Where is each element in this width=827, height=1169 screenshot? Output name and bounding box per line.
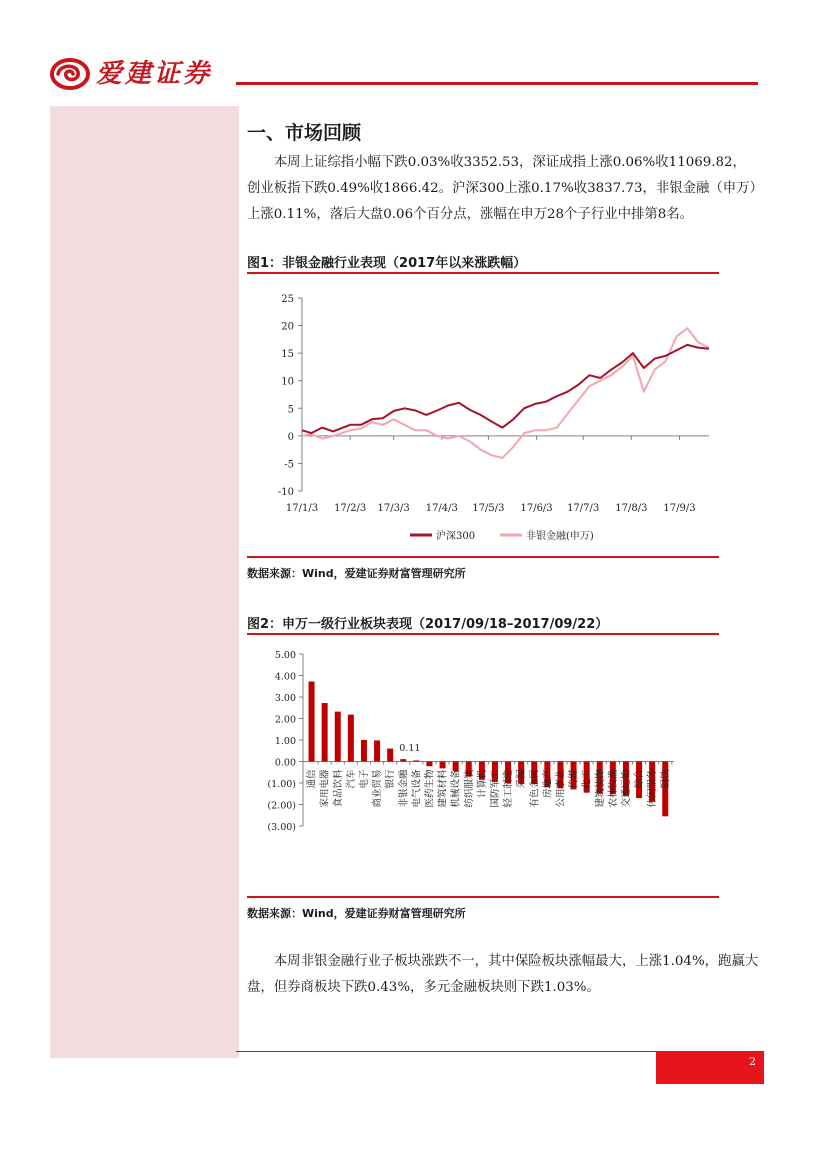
category-label: 通信 — [306, 769, 318, 789]
y-tick-label: 2.00 — [274, 714, 296, 726]
category-label: 农林牧渔 — [607, 769, 619, 808]
category-label: 汽车 — [345, 769, 357, 789]
y-tick-label: 20 — [281, 321, 294, 333]
y-tick-label: 1.00 — [274, 736, 296, 747]
data-label: 0.11 — [399, 743, 421, 755]
figure1-bottom-rule — [247, 556, 719, 558]
y-tick-label: -5 — [284, 459, 294, 471]
bar — [348, 715, 354, 762]
swirl-logo-icon — [50, 56, 90, 92]
bar — [413, 760, 419, 761]
category-label: 房地产 — [542, 769, 554, 799]
category-label: 轻工制造 — [503, 769, 515, 808]
y-tick-label: 25 — [281, 294, 294, 305]
category-label: 家用电器 — [319, 769, 331, 808]
x-tick-label: 17/4/3 — [425, 503, 458, 514]
page-number: 2 — [749, 1055, 756, 1068]
figure2-title: 图2：申万一级行业板块表现（2017/09/18–2017/09/22） — [247, 617, 609, 632]
x-tick-label: 17/2/3 — [334, 503, 367, 514]
bar — [361, 740, 367, 762]
category-label: 食品饮料 — [332, 769, 344, 808]
category-label: 传媒 — [568, 769, 580, 789]
x-tick-label: 17/1/3 — [285, 503, 319, 514]
figure2-bottom-rule — [247, 896, 719, 898]
x-tick-label: 17/5/3 — [472, 503, 505, 514]
category-label: 综合 — [634, 769, 646, 789]
figure2-source: 数据来源：Wind，爱建证券财富管理研究所 — [247, 907, 466, 920]
category-label: 非银金融 — [398, 769, 410, 808]
x-tick-label: 17/6/3 — [520, 503, 553, 514]
market-review-paragraph: 本周上证综指小幅下跌0.03%收3352.53，深证成指上涨0.06%收11069.82，创业板指下跌0.49%收1866.42。沪深300上涨0.17%收3837.73，非银金融（申万）上涨0.11%，落后大盘0.06个百分点，涨幅在申万28个子行业中排第8名。 — [247, 155, 757, 222]
category-label: 建筑装饰 — [594, 769, 606, 808]
figure1-title: 图1：非银金融行业表现（2017年以来涨跌幅） — [247, 256, 527, 271]
x-tick-label: 17/8/3 — [615, 503, 648, 514]
category-label: 机械设备 — [450, 769, 462, 808]
bar — [426, 762, 432, 767]
y-tick-label: 3.00 — [274, 693, 296, 704]
y-tick-label: 15 — [281, 349, 294, 361]
sidebar-panel — [50, 106, 239, 1058]
bar — [335, 712, 341, 762]
bar — [440, 762, 446, 769]
bar-chart — [247, 640, 727, 890]
legend-label: 沪深300 — [436, 531, 476, 542]
bar — [400, 759, 406, 761]
series-line — [302, 345, 709, 433]
brand-name: 爱建证券 — [96, 59, 213, 89]
category-label: 纺织服装 — [463, 769, 475, 808]
bar — [374, 740, 380, 761]
brand-logo — [50, 56, 212, 92]
category-label: 钢铁 — [660, 769, 672, 789]
y-tick-label: 5 — [287, 404, 294, 416]
x-tick-label: 17/9/3 — [663, 503, 696, 514]
y-tick-label: 5.00 — [274, 650, 296, 661]
figure1-source: 数据来源：Wind，爱建证券财富管理研究所 — [247, 567, 466, 580]
y-tick-label: (2.00) — [267, 800, 296, 812]
header-rule — [236, 82, 758, 85]
y-tick-label: (3.00) — [267, 822, 296, 833]
category-label: 电子 — [358, 769, 370, 789]
bar — [322, 703, 328, 761]
figure1-top-rule — [247, 272, 719, 274]
category-label: 商业贸易 — [372, 769, 384, 808]
y-tick-label: (1.00) — [267, 779, 296, 790]
category-label: 采掘 — [516, 769, 528, 789]
section-title: 一、市场回顾 — [247, 122, 362, 144]
category-label: 电气设备 — [411, 769, 423, 808]
line-chart — [247, 278, 727, 550]
category-label: 国防军工 — [489, 769, 501, 808]
category-label: 医药生物 — [424, 769, 436, 808]
bar — [309, 682, 315, 762]
y-tick-label: 0.00 — [274, 757, 296, 769]
category-label: 有色金属 — [529, 769, 541, 808]
sub-sector-paragraph: 本周非银金融行业子板块涨跌不一，其中保险板块涨幅最大，上涨1.04%，跑赢大盘，但券商板块下跌0.43%，多元金融板块则下跌1.03%。 — [247, 954, 759, 995]
page-number-box — [656, 1051, 764, 1084]
category-label: 交通运输 — [620, 769, 632, 808]
y-tick-label: -10 — [277, 487, 294, 498]
x-tick-label: 17/7/3 — [567, 503, 600, 514]
bar — [387, 749, 393, 762]
y-tick-label: 10 — [281, 376, 294, 388]
figure2-top-rule — [247, 633, 719, 635]
category-label: 银行 — [385, 769, 397, 789]
category-label: 公用事业 — [555, 769, 567, 808]
y-tick-label: 4.00 — [274, 671, 296, 683]
series-line — [302, 328, 709, 458]
category-label: 化工 — [581, 769, 593, 789]
category-label: 休闲服务 — [647, 769, 659, 808]
x-tick-label: 17/3/3 — [377, 503, 410, 514]
category-label: 计算机 — [476, 769, 488, 799]
y-tick-label: 0 — [287, 431, 294, 443]
legend-label: 非银金融(申万) — [526, 531, 594, 542]
category-label: 建筑材料 — [437, 769, 449, 808]
